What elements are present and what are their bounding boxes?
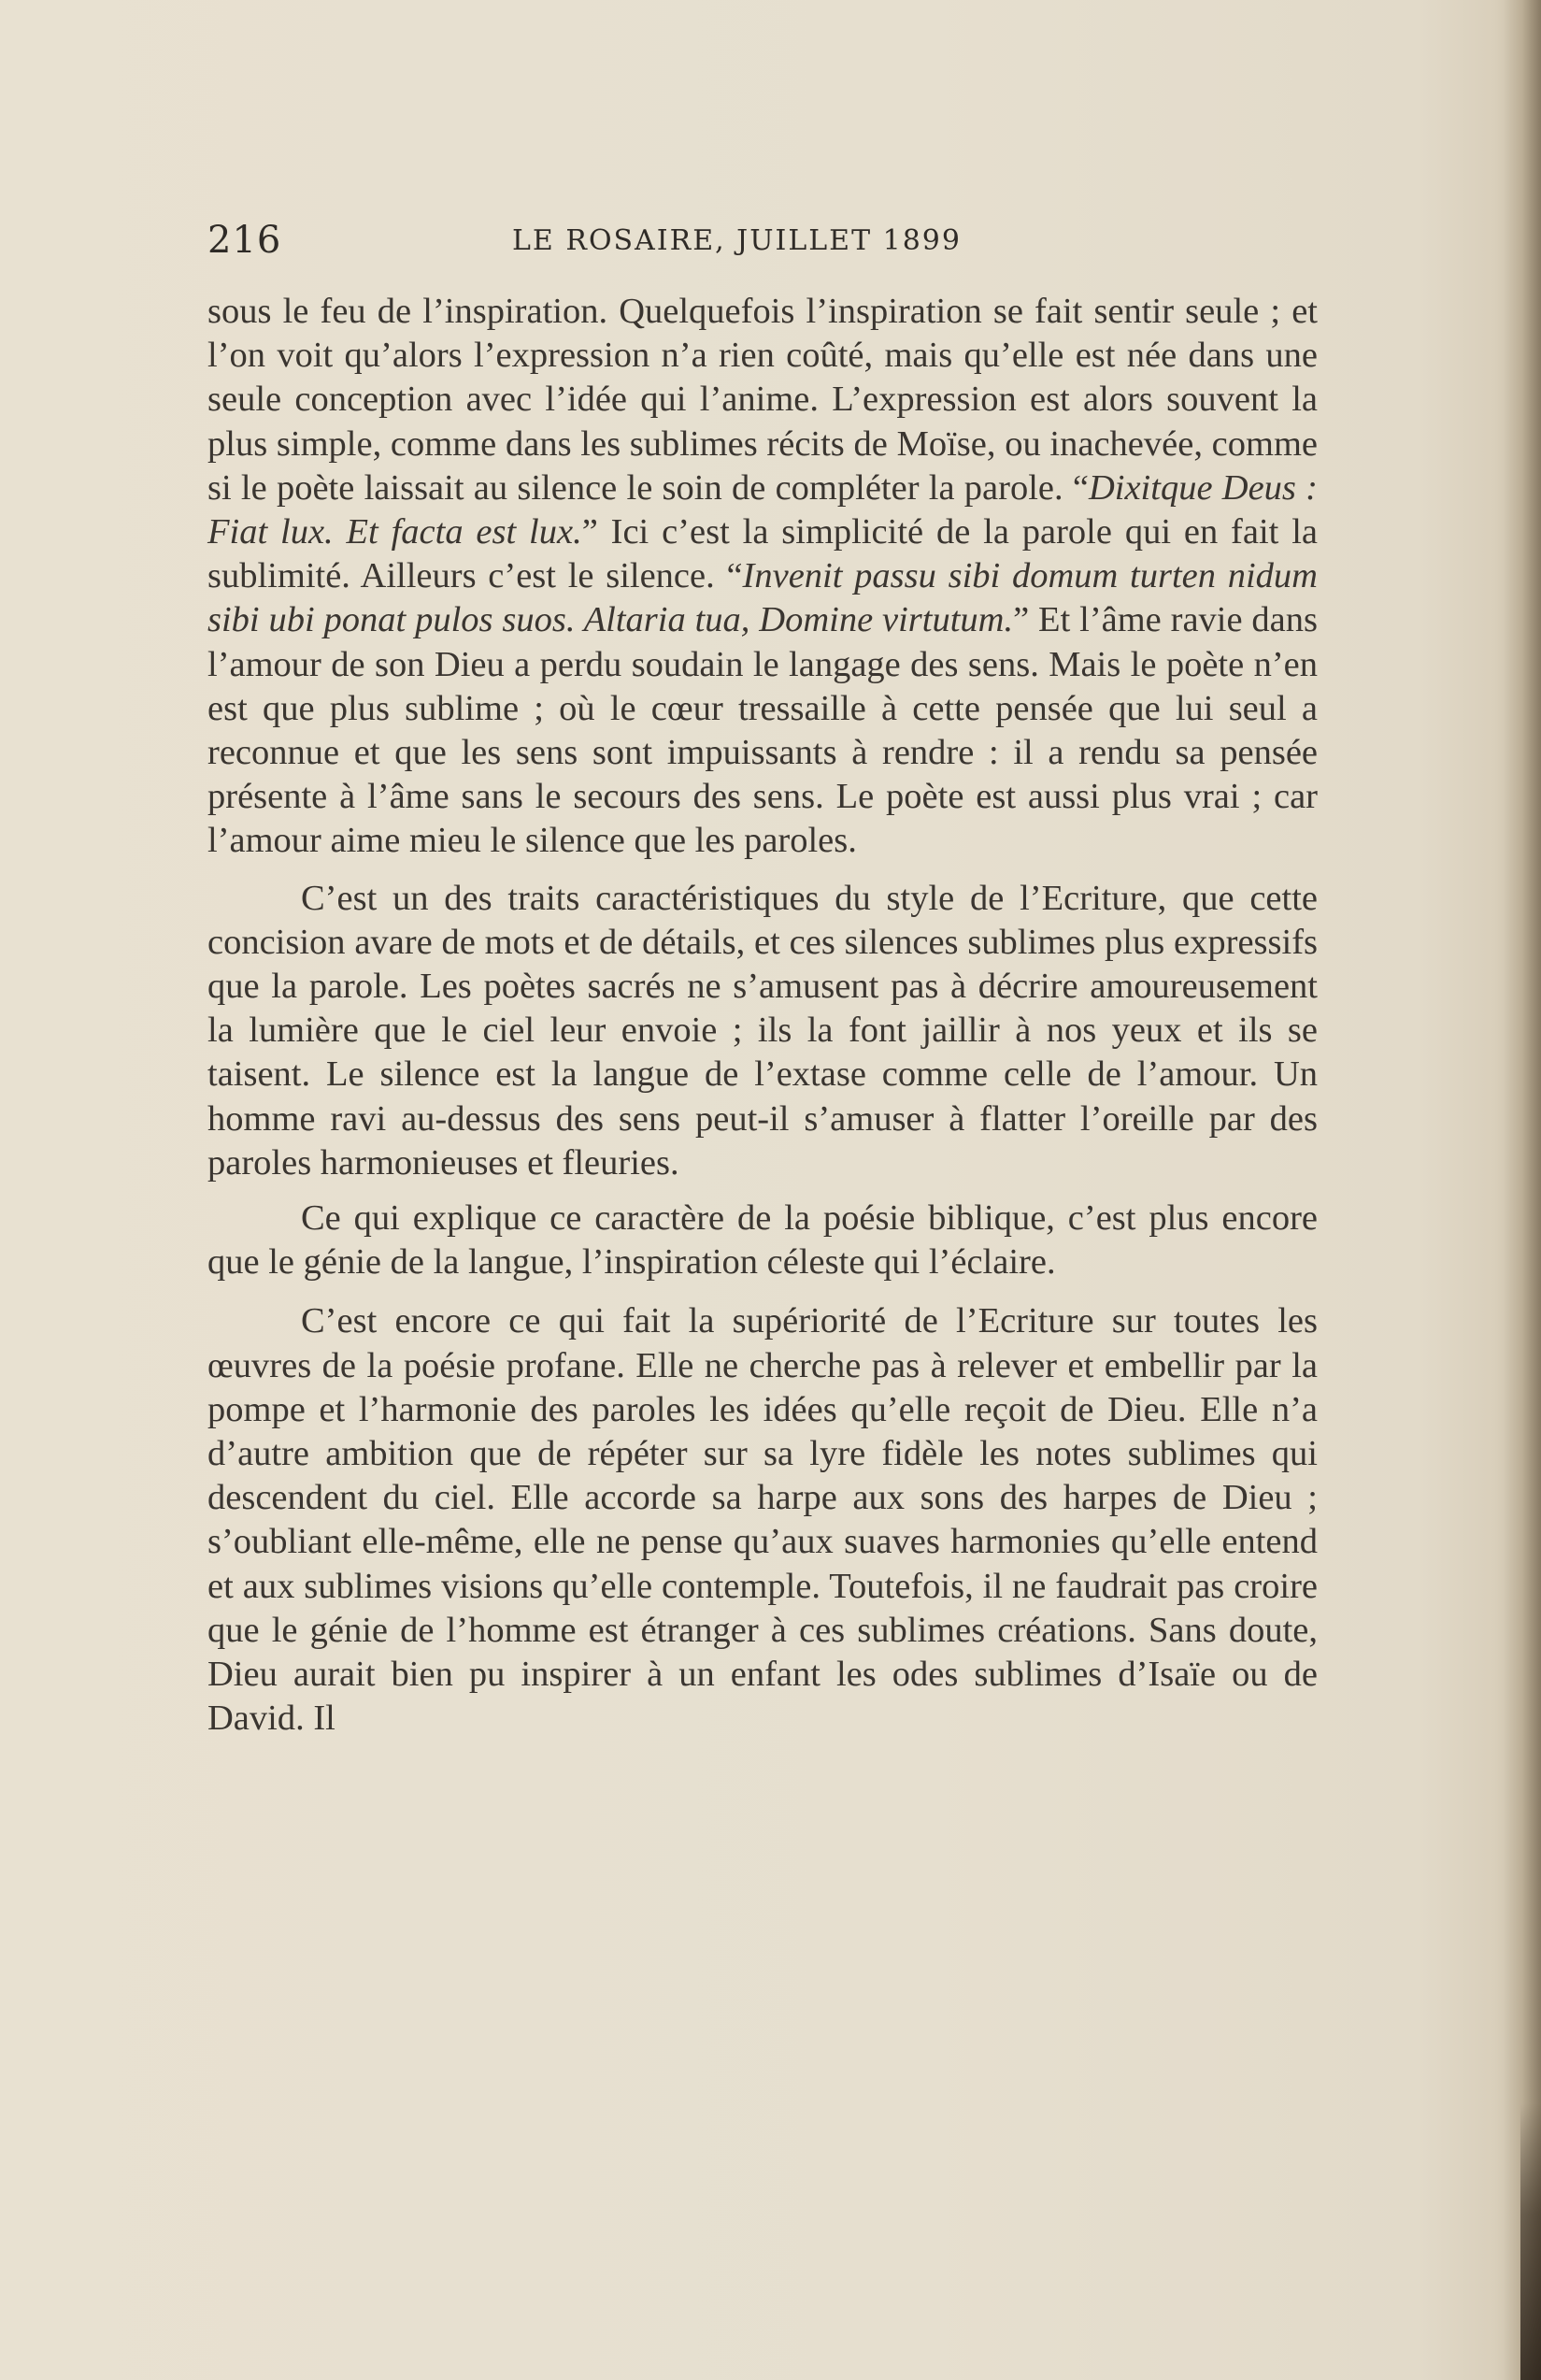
running-head xyxy=(207,219,1320,275)
paragraph-2: C’est un des traits caractéristiques du style de l’Ecriture, que cette concision avare de mots et de détails, et ces silences sublimes plus expressifs que la parole. Les poètes sacrés ne s’amusent pas à décrire amoureusement la lumière que le ciel leur envoie ; ils la font jaillir à nos yeux et ils se taisent. Le silence est la langue de l’extase comme celle de l’amour. Un homme ravi au-dessus des sens peut-il s’amuser à flatter l’oreille par des paroles harmonieuses et fleuries. xyxy=(207,878,1318,1183)
paragraph-1-text-b: ” Ici c’est la simplicité de la parole qui en fait la sublimité. Ailleurs c’est le silence. “ xyxy=(207,512,1318,596)
paragraph-1 xyxy=(207,290,1318,864)
paragraph-1-text-c: ” Et l’âme ravie dans l’amour de son Dieu a perdu soudain le langage des sens. Mais le poète n’en est que plus sublime ; où le cœur tressaille à cette pensée que lui seul a reconnue et que les sens sont impuissants à rendre : il a rendu sa pensée présente à l’âme sans le secours des sens. Le poète est aussi plus vrai ; car l’amour aime mieu le silence que les paroles. xyxy=(207,600,1318,861)
latin-quote-psalm: Invenit passu sibi domum turten nidum sibi ubi ponat pulos suos. Altaria tua, Domine virtutum. xyxy=(207,556,1318,640)
page-edge-shadow xyxy=(1504,0,1541,2380)
page-edge-dark-shadow xyxy=(1520,2103,1541,2380)
paragraph-4: C’est encore ce qui fait la supériorité de l’Ecriture sur toutes les œuvres de la poésie profane. Elle ne cherche pas à relever et embellir par la pompe et l’harmonie des paroles les idées qu’elle reçoit de Dieu. Elle n’a d’autre ambition que de répéter sur sa lyre fidèle les notes sublimes qui descendent du ciel. Elle accorde sa harpe aux sons des harpes de Dieu ; s’oubliant elle-même, elle ne pense qu’aux suaves harmonies qu’elle entend et aux sublimes visions qu’elle contemple. Toutefois, il ne faudrait pas croire que le génie de l’homme est étranger à ces sublimes créations. Sans doute, Dieu aurait bien pu inspirer à un enfant les odes sublimes d’Isaïe ou de David. Il xyxy=(207,1301,1318,1739)
paragraph-3: Ce qui explique ce caractère de la poésie biblique, c’est plus encore que le génie de la langue, l’inspiration céleste qui l’éclaire. xyxy=(207,1198,1318,1283)
paragraph-1-text-a: sous le feu de l’inspiration. Quelquefois l’inspiration se fait sentir seule ; et l’on voit qu’alors l’expression n’a rien coûté, mais qu’elle est née dans une seule conception avec l’idée qui l’anime. L’expression est alors souvent la plus simple, comme dans les sublimes récits de Moïse, ou inachevée, comme si le poète laissait au silence le soin de compléter la parole. “ xyxy=(207,292,1318,508)
body-text xyxy=(207,290,1318,1742)
page-number: 216 xyxy=(207,219,282,262)
journal-title: LE ROSAIRE, JUILLET 1899 xyxy=(512,224,962,257)
latin-quote-genesis: Dixitque Deus : Fiat lux. Et facta est lux. xyxy=(207,467,1318,552)
